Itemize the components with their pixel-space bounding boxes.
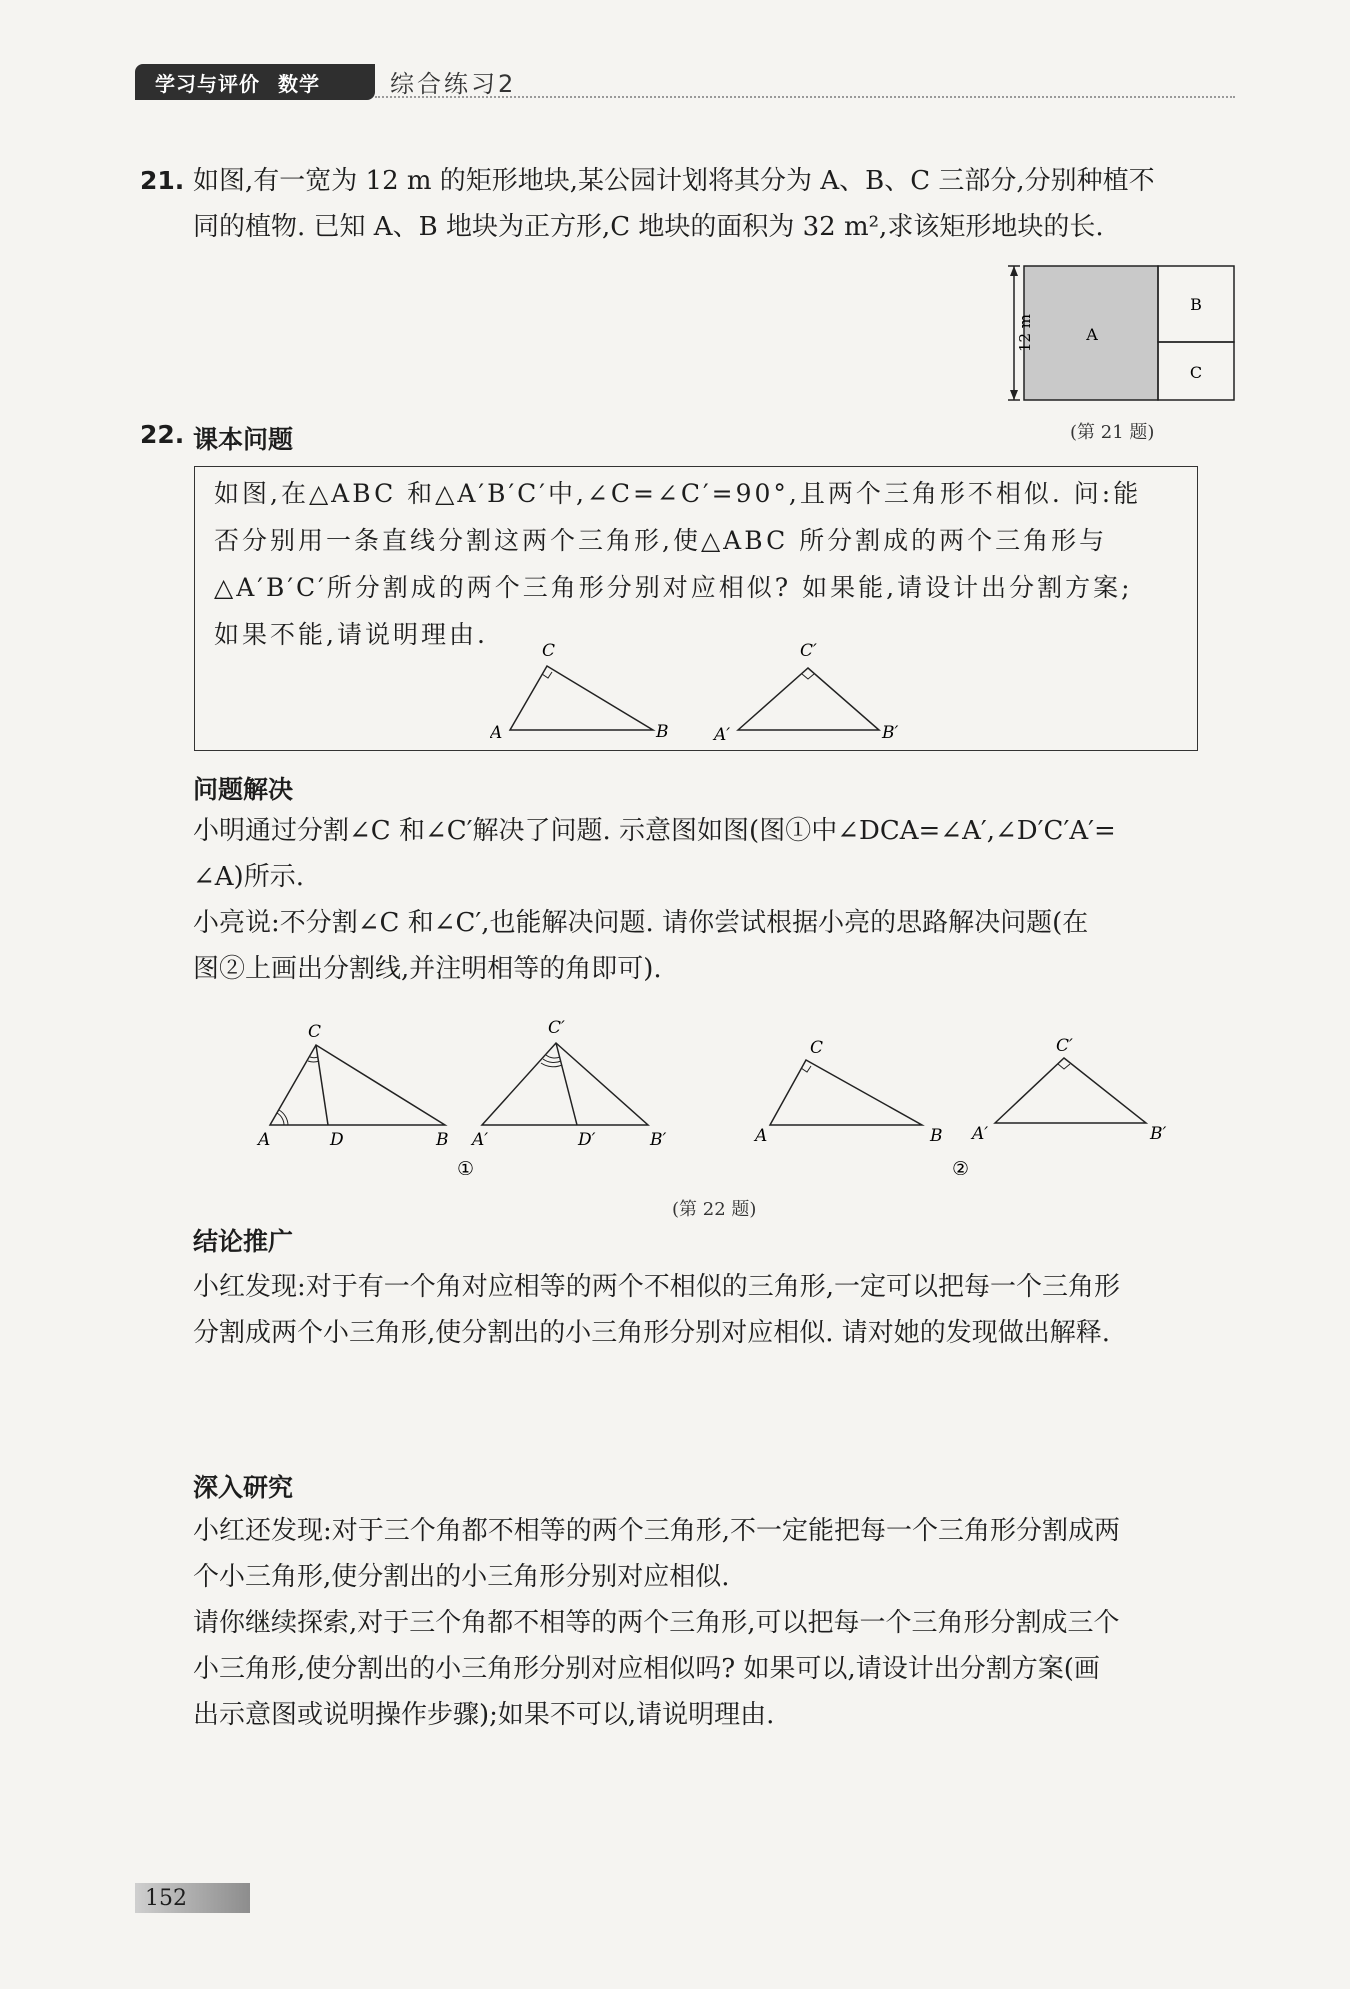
q21-text — [193, 158, 1243, 250]
q21-label-a: A — [1086, 325, 1098, 344]
q22-deep-title: 深入研究 — [193, 1473, 294, 1502]
header-rule — [375, 96, 1235, 98]
page-number-text: 152 — [145, 1885, 187, 1911]
q22-solve-line-4: 图②上画出分割线,并注明相等的角即可). — [193, 954, 662, 984]
q21-line-1: 如图,有一宽为 12 m 的矩形地块,某公园计划将其分为 A、B、C 三部分,分别种植不 — [193, 166, 1155, 196]
q22-solve-title: 问题解决 — [193, 775, 294, 804]
q22-title: 课本问题 — [193, 425, 294, 454]
header-series-badge — [135, 64, 375, 100]
fig2-label-a: A — [755, 1126, 768, 1146]
fig2-label-a2: A′ — [972, 1124, 989, 1144]
label-a2: A′ — [714, 725, 731, 745]
triangle-a2b2c2 — [738, 668, 879, 730]
fig1-segment-c2d2 — [556, 1043, 577, 1125]
q21-caption: (第 21 题) — [1070, 422, 1155, 443]
q21-label-b: B — [1190, 295, 1202, 314]
fig1-label-d: D — [330, 1130, 344, 1150]
fig1-triangle-a2b2c2 — [482, 1043, 648, 1125]
fig1-label-b: B — [436, 1130, 449, 1150]
q22-solve-line-2: ∠A)所示. — [193, 862, 304, 892]
q22-box-line-4: 如果不能,请说明理由. — [214, 620, 488, 649]
fig2-label-b: B — [930, 1126, 943, 1146]
q21-figure — [1000, 258, 1240, 408]
q22-box-line-3: △A′B′C′所分割成的两个三角形分别对应相似? 如果能,请设计出分割方案; — [214, 573, 1133, 602]
fig1-label-c: C — [308, 1022, 322, 1042]
q22-deep-text — [193, 1508, 1243, 1738]
header-series: 学习与评价 — [155, 71, 260, 96]
q21-line-2: 同的植物. 已知 A、B 地块为正方形,C 地块的面积为 32 m²,求该矩形地块的长. — [193, 212, 1104, 242]
q22-conclusion-title: 结论推广 — [193, 1227, 294, 1256]
q21-label-c: C — [1189, 363, 1203, 382]
label-b: B — [656, 722, 669, 742]
q22-solve-text — [193, 808, 1243, 992]
q22-solve-line-3: 小亮说:不分割∠C 和∠C′,也能解决问题. 请你尝试根据小亮的思路解决问题(在 — [193, 908, 1089, 938]
fig1-label-a: A — [258, 1130, 271, 1150]
q22-box-text — [214, 470, 1184, 658]
header-section: 综合练习2 — [390, 70, 517, 98]
q22-conclusion-line-1: 小红发现:对于有一个角对应相等的两个不相似的三角形,一定可以把每一个三角形 — [193, 1272, 1121, 1302]
q22-box-figure — [490, 638, 910, 750]
fig2-number: ② — [952, 1158, 970, 1175]
fig1-triangle-abc — [270, 1045, 445, 1125]
q22-solve-line-1: 小明通过分割∠C 和∠C′解决了问题. 示意图如图(图①中∠DCA=∠A′,∠D′C′A′= — [193, 816, 1116, 846]
label-c: C — [542, 641, 556, 661]
q22-deep-line-3: 请你继续探索,对于三个角都不相等的两个三角形,可以把每一个三角形分割成三个 — [193, 1608, 1120, 1638]
q22-deep-line-2: 个小三角形,使分割出的小三角形分别对应相似. — [193, 1562, 730, 1592]
q21-number: 21. — [140, 166, 185, 195]
q22-box-line-2: 否分别用一条直线分割这两个三角形,使△ABC 所分割成的两个三角形与 — [214, 526, 1108, 555]
q22-deep-line-5: 出示意图或说明操作步骤);如果不可以,请说明理由. — [193, 1700, 775, 1730]
fig2-triangle-abc — [770, 1060, 922, 1125]
triangle-abc — [510, 666, 653, 730]
fig1-number: ① — [457, 1158, 475, 1175]
q22-number: 22. — [140, 420, 185, 449]
fig2-label-c: C — [810, 1038, 824, 1058]
header-subject: 数学 — [278, 71, 320, 96]
q22-caption: (第 22 题) — [672, 1199, 757, 1220]
q22-box-line-1: 如图,在△ABC 和△A′B′C′中,∠C=∠C′=90°,且两个三角形不相似. 问:能 — [214, 479, 1142, 508]
fig1-label-b2: B′ — [650, 1130, 667, 1150]
fig2-label-c2: C′ — [1056, 1036, 1073, 1056]
page-number — [135, 1883, 250, 1913]
q22-deep-line-4: 小三角形,使分割出的小三角形分别对应相似吗? 如果可以,请设计出分割方案(画 — [193, 1654, 1100, 1684]
label-b2: B′ — [882, 723, 899, 743]
fig1-label-a2: A′ — [472, 1130, 489, 1150]
fig2-triangle-a2b2c2 — [995, 1058, 1146, 1123]
label-a: A — [490, 723, 503, 743]
label-c2: C′ — [800, 641, 817, 661]
fig1-label-d2: D′ — [578, 1130, 596, 1150]
q21-width-label: 12 m — [1016, 313, 1034, 353]
fig1-label-c2: C′ — [548, 1018, 565, 1038]
q22-deep-line-1: 小红还发现:对于三个角都不相等的两个三角形,不一定能把每一个三角形分割成两 — [193, 1516, 1121, 1546]
fig2-label-b2: B′ — [1150, 1124, 1167, 1144]
q22-conclusion-line-2: 分割成两个小三角形,使分割出的小三角形分别对应相似. 请对她的发现做出解释. — [193, 1318, 1111, 1348]
q22-figures — [250, 1015, 1210, 1175]
q22-conclusion-text — [193, 1264, 1243, 1356]
